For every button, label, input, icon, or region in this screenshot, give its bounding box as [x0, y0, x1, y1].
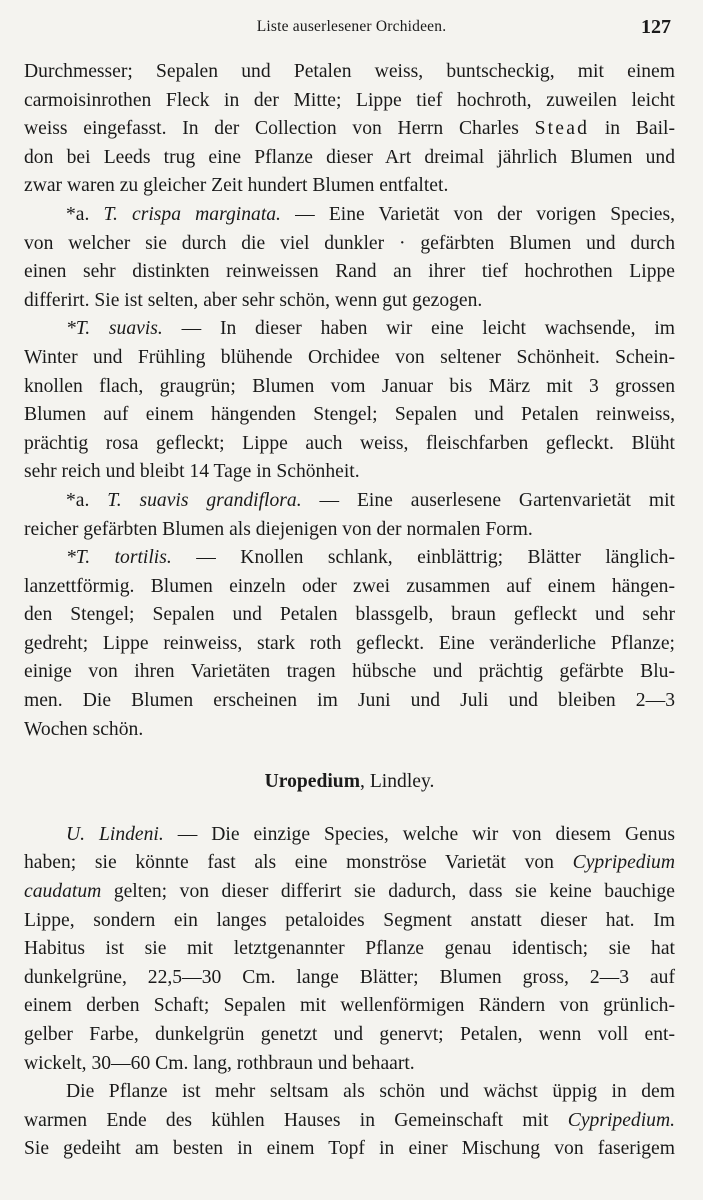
text-line: knollen flach, graugrün; Blumen vom Januar bis März mit 3 grossen: [24, 375, 675, 397]
text-line: carmoisinrothen Fleck in der Mitte; Lippe tief hochroth, zuweilen leicht: [24, 89, 675, 111]
running-head: [0, 14, 703, 44]
paragraph-start: Die Pflanze ist mehr seltsam als schön und wächst üppig in dem: [66, 1081, 675, 1103]
text-line: caudatum gelten; von dieser differirt sie dadurch, dass sie keine bauchige: [24, 881, 675, 903]
person-name: Stead: [534, 118, 590, 140]
species-name: *T. tortilis.: [66, 547, 172, 569]
text-line: weiss eingefasst. In der Collection von Herrn Charles Stead in Bail-: [24, 118, 675, 140]
text-line: gedreht; Lippe reinweiss, stark roth gefleckt. Eine veränderliche Pflanze;: [24, 632, 675, 654]
text-line: haben; sie könnte fast als eine monströse Varietät von Cypripedium: [24, 852, 675, 874]
running-title: Liste auserlesener Orchideen.: [256, 18, 447, 35]
genus-reference: Cypripedium.: [567, 1109, 675, 1131]
text-line: sehr reich und bleibt 14 Tage in Schönheit.: [24, 461, 360, 483]
text-line: einem derben Schaft; Sepalen mit wellenförmigen Rändern von grünlich-: [24, 995, 675, 1017]
text-line: Wochen schön.: [24, 718, 144, 740]
text-line: dunkelgrüne, 22,5—30 Cm. lange Blätter; Blumen gross, 2—3 auf: [24, 966, 675, 988]
text-line: Lippe, sondern ein langes petaloides Segment anstatt dieser hat. Im: [24, 909, 675, 931]
species-name: T. crispa marginata.: [103, 203, 281, 225]
text-line: warmen Ende des kühlen Hauses in Gemeinschaft mit Cypripedium.: [24, 1109, 675, 1131]
page-number: 127: [641, 16, 671, 38]
section-gap: [24, 744, 675, 768]
entry-suavis-grandiflora: *a. T. suavis grandiflora. — Eine auserlesene Gartenvarietät mit: [66, 489, 675, 511]
entry-tortilis: *T. tortilis. — Knollen schlank, einblättrig; Blätter länglich-: [66, 547, 675, 569]
text-line: men. Die Blumen erscheinen im Juni und Juli und bleiben 2—3: [24, 690, 675, 712]
genus-heading: [24, 768, 675, 797]
section-gap: [24, 797, 675, 821]
text-line: von welcher sie durch die viel dunkler · gefärbten Blumen und durch: [24, 232, 675, 254]
text-line: Blumen auf einem hängenden Stengel; Sepalen und Petalen reinweiss,: [24, 404, 675, 426]
species-name: *T. suavis.: [66, 318, 163, 340]
text-line: wickelt, 30—60 Cm. lang, rothbraun und behaart.: [24, 1052, 415, 1074]
text-line: differirt. Sie ist selten, aber sehr schön, wenn gut gezogen.: [24, 289, 483, 311]
text-line: prächtig rosa gefleckt; Lippe auch weiss, fleischfarben gefleckt. Blüht: [24, 432, 675, 454]
body-text: [24, 58, 675, 1164]
text-line: Sie gedeiht am besten in einem Topf in einer Mischung von faserigem: [24, 1138, 675, 1160]
text-line: einen sehr distinkten reinweissen Rand an ihrer tief hochrothen Lippe: [24, 261, 675, 283]
text-line: don bei Leeds trug eine Pflanze dieser Art dreimal jährlich Blumen und: [24, 146, 675, 168]
text-line: den Stengel; Sepalen und Petalen blassgelb, braun gefleckt und sehr: [24, 604, 675, 626]
genus-name: Uropedium: [264, 771, 361, 793]
text-line: Habitus ist sie mit letztgenannter Pflanze genau identisch; sie hat: [24, 938, 675, 960]
species-name: U. Lindeni.: [66, 823, 164, 845]
species-reference: caudatum: [24, 881, 102, 903]
text-line: gelber Farbe, dunkelgrün genetzt und genervt; Petalen, wenn voll ent-: [24, 1024, 675, 1045]
text-line: einige von ihren Varietäten tragen hübsche und prächtig gefärbte Blu-: [24, 661, 675, 683]
text-line: reicher gefärbten Blumen als diejenigen von der normalen Form.: [24, 518, 533, 540]
genus-reference: Cypripedium: [572, 852, 675, 874]
text-line: Winter und Frühling blühende Orchidee von seltener Schönheit. Schein-: [24, 346, 675, 368]
entry-crispa-marginata: *a. T. crispa marginata. — Eine Varietät von der vorigen Species,: [66, 203, 675, 225]
entry-uropedium-lindeni: U. Lindeni. — Die einzige Species, welche wir von diesem Genus: [66, 823, 676, 845]
text-line: lanzettförmig. Blumen einzeln oder zwei zusammen auf einem hängen-: [24, 575, 675, 597]
species-name: T. suavis grandiflora.: [107, 489, 302, 511]
text-line: zwar waren zu gleicher Zeit hundert Blumen entfaltet.: [24, 175, 449, 197]
genus-author: , Lindley.: [360, 771, 435, 793]
entry-suavis: *T. suavis. — In dieser haben wir eine leicht wachsende, im: [66, 318, 676, 340]
text-line: Durchmesser; Sepalen und Petalen weiss, buntscheckig, mit einem: [24, 61, 675, 82]
